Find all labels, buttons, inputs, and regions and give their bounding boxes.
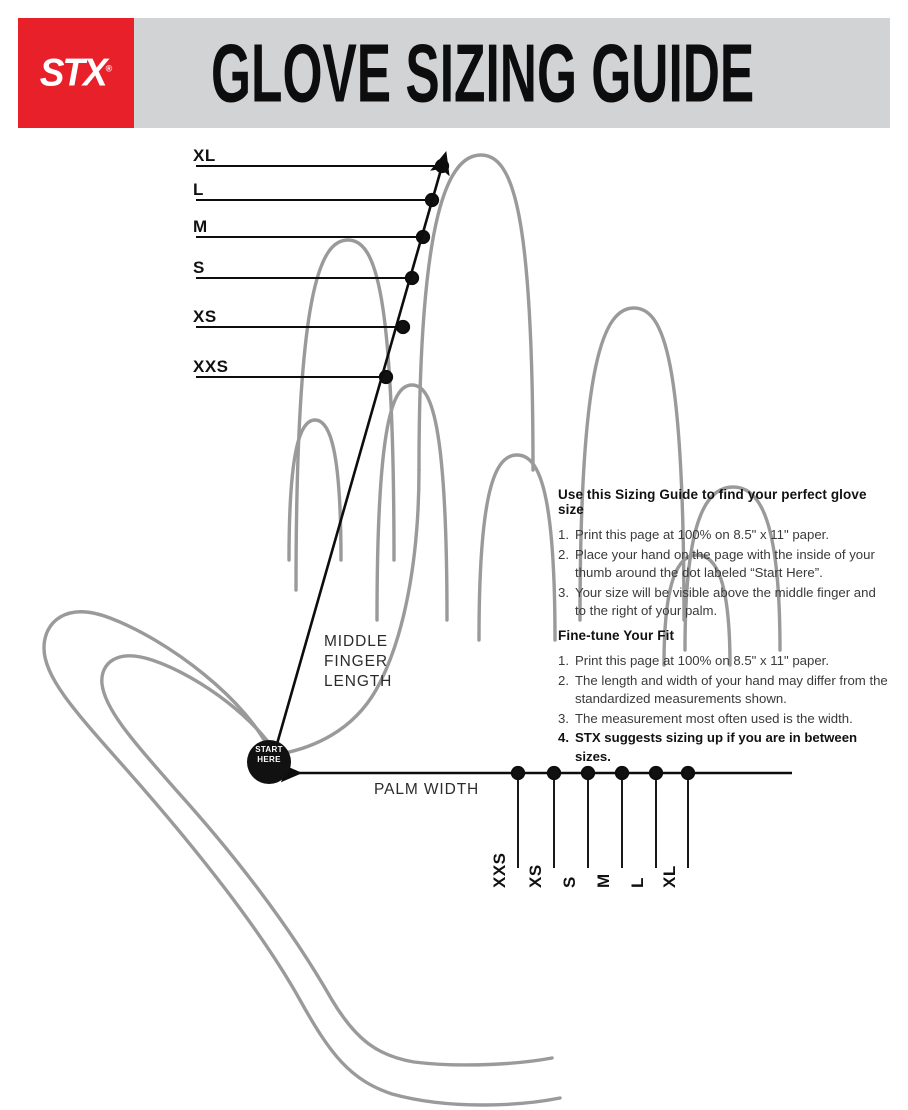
- size-dot-xs: [397, 321, 409, 333]
- middle-finger-length-caption-line1: MIDDLE: [324, 633, 388, 650]
- fine-tune-list: [558, 652, 888, 766]
- palm-dot-xxs: [512, 767, 524, 779]
- start-here-label-line1: START: [255, 745, 283, 754]
- finger-outline-middle-xxs: [377, 385, 447, 620]
- sizing-guide-heading: Use this Sizing Guide to find your perfect glove size: [558, 487, 867, 517]
- palm-size-label-s: S: [560, 876, 579, 888]
- list-item: [558, 710, 888, 729]
- finger-size-label-xl: XL: [193, 146, 216, 165]
- thumb-outline-inner: [102, 656, 552, 1065]
- list-item-number: 3.: [558, 710, 569, 726]
- palm-size-label-xs: XS: [526, 864, 545, 888]
- fine-tune-instructions: [558, 628, 888, 767]
- finger-size-label-l: L: [193, 180, 204, 199]
- start-here-label-line2: HERE: [257, 754, 281, 764]
- sizing-guide-list: [558, 526, 888, 621]
- middle-finger-length-caption-line3: LENGTH: [324, 673, 393, 690]
- list-item-text: Your size will be visible above the middle finger and to the right of your palm.: [575, 584, 876, 618]
- list-item: [558, 546, 888, 583]
- palm-dot-l: [650, 767, 662, 779]
- list-item-text: Print this page at 100% on 8.5" x 11" paper.: [575, 653, 829, 668]
- palm-size-label-xxs: XXS: [490, 852, 509, 888]
- list-item-number: 3.: [558, 584, 569, 600]
- list-item-text: Print this page at 100% on 8.5" x 11" paper.: [575, 527, 829, 542]
- list-item-number: 2.: [558, 546, 569, 562]
- palm-dot-s: [582, 767, 594, 779]
- palm-width-ticks: [512, 767, 694, 868]
- list-item: [558, 672, 888, 709]
- palm-dot-m: [616, 767, 628, 779]
- stx-logo-text: STX: [39, 50, 106, 94]
- list-item: [558, 526, 888, 545]
- palm-dot-xl: [682, 767, 694, 779]
- sizing-guide-instructions: [558, 487, 888, 622]
- list-item: [558, 729, 888, 766]
- finger-size-label-xxs: XXS: [193, 357, 229, 376]
- palm-web-outline: [280, 470, 419, 754]
- fine-tune-heading: Fine-tune Your Fit: [558, 628, 675, 643]
- list-item-number: 2.: [558, 672, 569, 688]
- page-title: GLOVE SIZING GUIDE: [211, 26, 755, 120]
- finger-outline-ring-xxs: [479, 455, 555, 640]
- palm-size-label-xl: XL: [660, 865, 679, 888]
- list-item-number: 4.: [558, 730, 569, 745]
- palm-size-label-m: M: [594, 873, 613, 888]
- list-item-number: 1.: [558, 653, 569, 668]
- finger-size-label-s: S: [193, 258, 205, 277]
- list-item-number: 1.: [558, 527, 569, 542]
- finger-size-label-xs: XS: [193, 307, 217, 326]
- list-item-text: STX suggests sizing up if you are in between sizes.: [575, 730, 858, 764]
- palm-width-measure: [288, 767, 792, 868]
- list-item-text: The measurement most often used is the width.: [575, 710, 853, 726]
- list-item-text: The length and width of your hand may differ from the standardized measurements shown.: [575, 672, 888, 706]
- thumb-outline-outer: [44, 612, 560, 1105]
- finger-size-label-m: M: [193, 217, 208, 236]
- palm-dot-xs: [548, 767, 560, 779]
- list-item-text: Place your hand on the page with the inside of your thumb around the dot labeled “Start Here”.: [575, 546, 875, 580]
- list-item: [558, 584, 888, 621]
- middle-finger-length-caption-line2: FINGER: [324, 653, 388, 670]
- start-here-label: [248, 745, 290, 764]
- list-item: [558, 652, 888, 671]
- palm-width-caption: PALM WIDTH: [374, 781, 480, 798]
- palm-size-label-l: L: [628, 877, 647, 888]
- finger-length-size-lines: [196, 160, 448, 383]
- registered-trademark-icon: ®: [105, 63, 113, 74]
